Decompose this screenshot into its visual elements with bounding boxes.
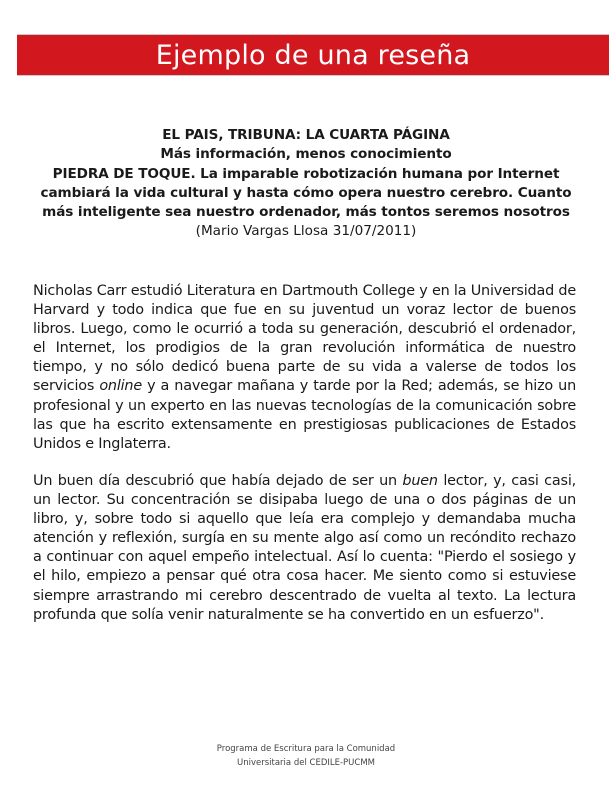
paragraph-2 — [33, 472, 576, 625]
paragraph-1-text-b: y a navegar mañana y tarde por la Red; además, se hizo un profesional y un experto en las nuevas tecnologías de la comunicación sobre las que ha escrito extensamente en prestigiosas publicaciones de Estados Unidos e Inglaterra. — [33, 378, 576, 452]
paragraph-1-text-a: Nicholas Carr estudió Literatura en Dartmouth College y en la Universidad de Harvard y todo indica que fue en su juventud un voraz lector de buenos libros. Luego, como le ocurrió a toda su generación, descubrió el ordenador, el Internet, los prodigios de la gran revolución informática de nuestro tiempo, y no sólo dedicó buena parte de su vida a valerse de todos los servicios — [33, 283, 576, 395]
paragraph-2-italic: buen — [402, 473, 438, 489]
article-title: Más información, menos conocimiento — [160, 146, 452, 163]
paragraph-2-text-b: lector, y, casi casi, un lector. Su concentración se disipaba luego de una o dos páginas de un libro, y, sobre todo si aquello que leía era complejo y demandaba mucha atención y reflexión, surgía en su mente algo así como un recóndito rechazo a continuar con aquel empeño intelectual. Así lo cuenta: "Pierdo el sosiego y el hilo, empiezo a pensar qué otra cosa hacer. Me siento como si estuviese siempre arrastrando mi cerebro descentrado de vuelta al texto. La lectura profunda que solía venir naturalmente se ha convertido en un esfuerzo". — [33, 473, 576, 623]
footer-line-1: Programa de Escritura para la Comunidad — [216, 744, 396, 754]
article-citation: (Mario Vargas Llosa 31/07/2011) — [195, 223, 417, 240]
paragraph-1-italic: online — [99, 378, 143, 395]
article-header — [28, 126, 584, 242]
subtitle-rest: La imparable robotización humana por Internet cambiará la vida cultural y hasta cómo opera nuestro cerebro. Cuanto más inteligente sea nuestro ordenador, más tontos seremos nosotros — [40, 165, 572, 221]
newspaper-section: EL PAIS, TRIBUNA: LA CUARTA PÁGINA — [162, 127, 450, 143]
title-banner — [17, 34, 609, 76]
footer-line-2: Universitaria del CEDILE-PUCMM — [237, 758, 375, 768]
article-subtitle — [28, 165, 584, 223]
paragraph-1 — [33, 282, 576, 454]
subtitle-lead: PIEDRA DE TOQUE. — [52, 165, 196, 182]
page-footer — [200, 742, 412, 770]
paragraph-2-text-a: Un buen día descubrió que había dejado de ser un — [33, 473, 403, 489]
page-title: Ejemplo de una reseña — [155, 39, 471, 71]
